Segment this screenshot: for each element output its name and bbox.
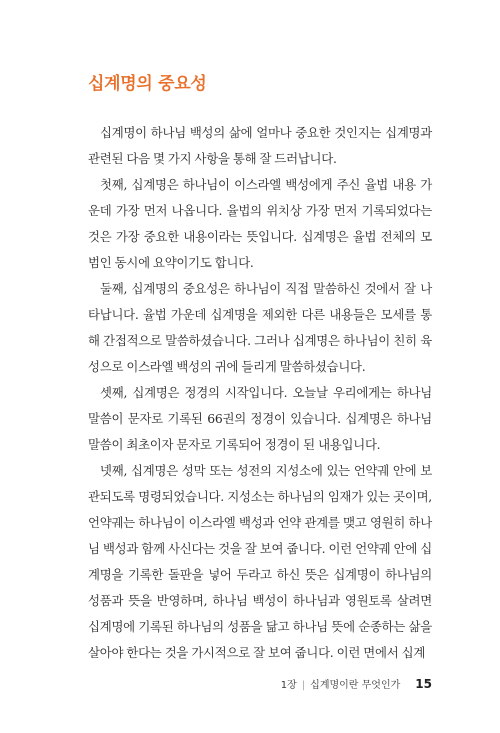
paragraph-fourth: 넷째, 십계명은 성막 또는 성전의 지성소에 있는 언약궤 안에 보관되도록 명령되었습니다. 지성소는 하나님의 임재가 있는 곳이며, 언약궤는 하나님이 이스라엘 백성과 언약 관계를 맺고 영원히 하나님 백성과 함께 사신다는 것을 잘 보여 줍니다. 이런 언약궤 안에 십계명을 기록한 돌판을 넣어 두라고 하신 뜻은 십계명이 하나님의 성품과 뜻을 반영하며, 하나님 백성이 하나님과 영원토록 살려면 십계명에 기록된 하나님의 성품을 닮고 하나님 뜻에 순종하는 삶을 살아야 한다는 것을 가시적으로 잘 보여 줍니다. 이런 면에서 십계 [88,463,432,660]
paragraph-first: 첫째, 십계명은 하나님이 이스라엘 백성에게 주신 율법 내용 가운데 가장 먼저 나옵니다. 율법의 위치상 가장 먼저 기록되었다는 것은 가장 중요한 내용이라는 뜻입니다. 십계명은 율법 전체의 모범인 동시에 요약이기도 합니다. [88,177,432,270]
footer-chapter-title: 십계명이란 무엇인가 [310,680,401,691]
page-number: 15 [415,677,432,691]
paragraph-intro: 십계명이 하나님 백성의 삶에 얼마나 중요한 것인지는 십계명과 관련된 다음 몇 가지 사항을 통해 잘 드러납니다. [88,125,432,166]
footer-separator: | [301,680,306,691]
footer-chapter: 1장 [280,680,297,691]
body-text [88,120,432,666]
running-footer [281,676,432,691]
paragraph-second: 둘째, 십계명의 중요성은 하나님이 직접 말씀하신 것에서 잘 나타납니다. 율법 가운데 십계명을 제외한 다른 내용들은 모세를 통해 간접적으로 말씀하셨습니다. 그러나 십계명은 하나님이 친히 육성으로 이스라엘 백성의 귀에 들리게 말씀하셨습니다. [88,281,432,374]
section-title: 십계명의 중요성 [88,74,207,94]
paragraph-third: 셋째, 십계명은 정경의 시작입니다. 오늘날 우리에게는 하나님 말씀이 문자로 기록된 66권의 정경이 있습니다. 십계명은 하나님 말씀이 최초이자 문자로 기록되어 정경이 된 내용입니다. [88,385,432,452]
